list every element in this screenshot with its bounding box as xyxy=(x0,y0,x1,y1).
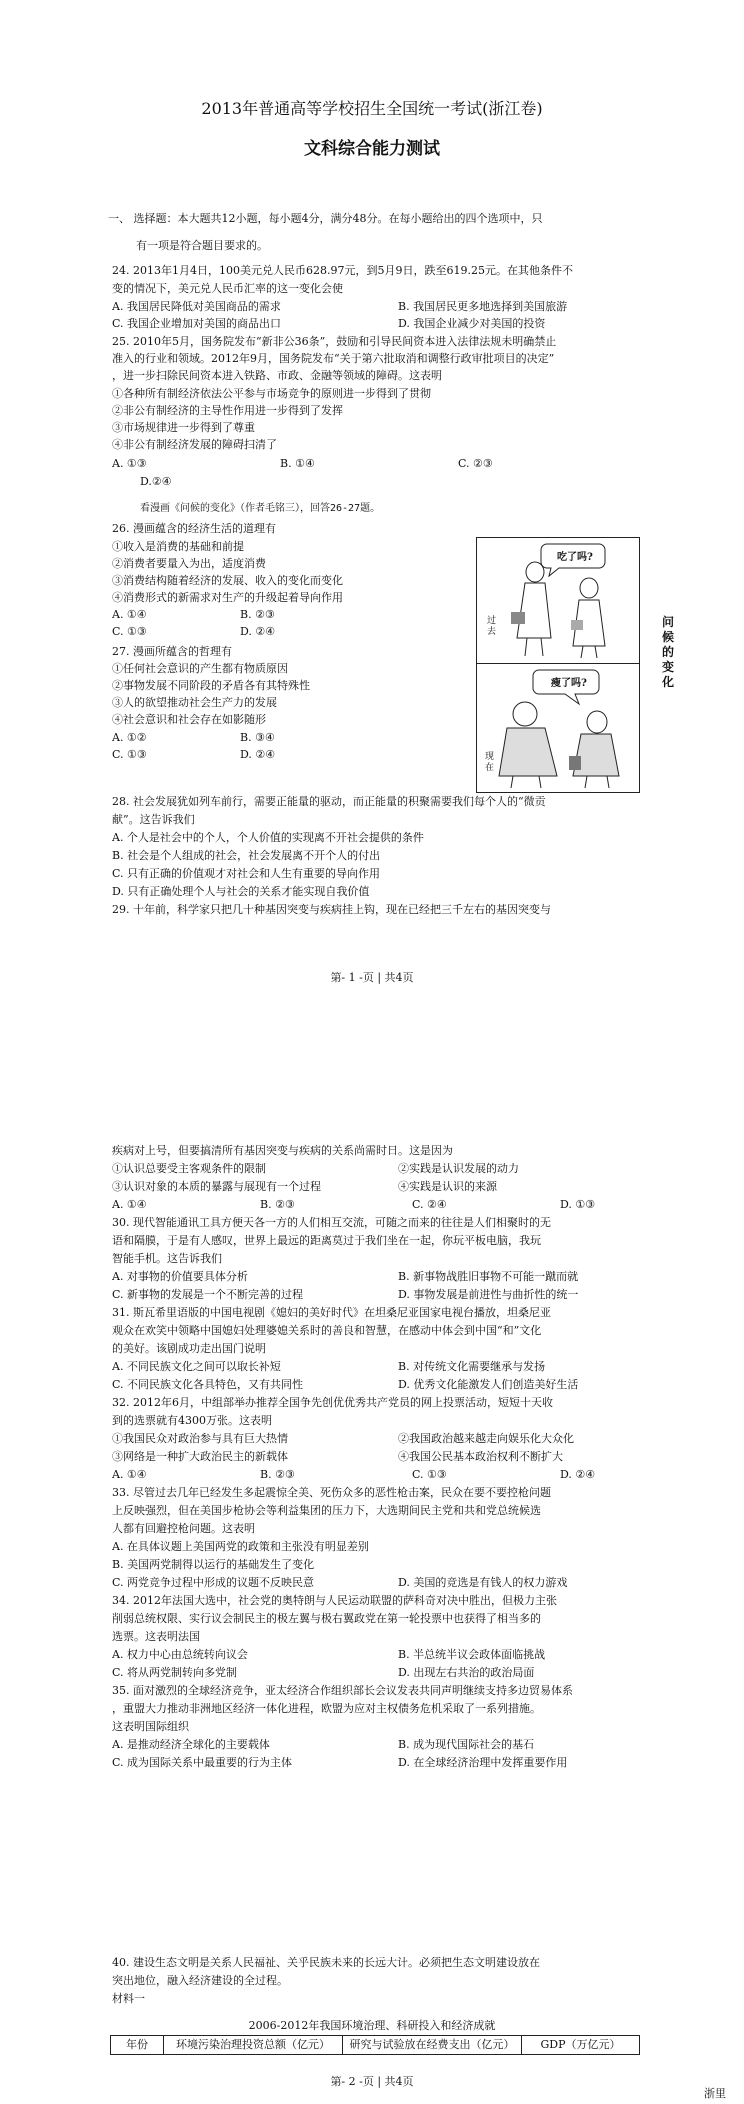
q33-stem-2: 上反映强烈，但在美国步枪协会等利益集团的压力下，大选期间民主党和共和党总统候选 xyxy=(112,1504,541,1517)
q24-stem-1: 24. 2013年1月4日，100美元兑人民币628.97元，到5月9日，跌至619.25元。在其他条件不 xyxy=(112,264,573,277)
q29-option-b: B. ②③ xyxy=(260,1198,295,1211)
q31-stem-1: 31. 斯瓦希里语版的中国电视剧《媳妇的美好时代》在坦桑尼亚国家电视台播放，坦桑尼亚 xyxy=(112,1306,551,1319)
q31-option-b: B. 对传统文化需要继承与发扬 xyxy=(398,1360,546,1373)
q32-option-c: C. ①③ xyxy=(412,1468,447,1481)
q29-statement-3: ③认识对象的本质的暴露与展现有一个过程 xyxy=(112,1180,321,1193)
speech-bubble-now: 瘦了吗? xyxy=(551,678,587,689)
q28-option-d: D. 只有正确处理个人与社会的关系才能实现自我价值 xyxy=(112,885,370,898)
watermark: 浙里 xyxy=(704,2087,726,2100)
q31-stem-3: 的美好。该剧成功走出国门说明 xyxy=(112,1342,266,1355)
q26-statement-2: ②消费者要量入为出，适度消费 xyxy=(112,557,266,570)
q27-statement-2: ②事物发展不同阶段的矛盾各有其特殊性 xyxy=(112,679,310,692)
table-header-cell: 环境污染治理投资总额（亿元） xyxy=(164,2036,343,2055)
q25-option-b: B. ①④ xyxy=(280,457,315,470)
q32-statement-4: ④我国公民基本政治权利不断扩大 xyxy=(398,1450,563,1463)
q27-option-a: A. ①② xyxy=(112,731,147,744)
q33-stem-3: 人都有回避控枪问题。这表明 xyxy=(112,1522,255,1535)
q34-option-c: C. 将从两党制转向多党制 xyxy=(112,1666,238,1679)
q29-option-a: A. ①④ xyxy=(112,1198,147,1211)
page-footer-2: 第- 2 -页 | 共4页 xyxy=(330,2075,414,2088)
q30-option-c: C. 新事物的发展是一个不断完善的过程 xyxy=(112,1288,304,1301)
q26-option-a: A. ①④ xyxy=(112,608,147,621)
q33-option-a: A. 在具体议题上美国两党的政策和主张没有明显差别 xyxy=(112,1540,369,1553)
q25-stem-1: 25. 2010年5月，国务院发布“新非公36条”，鼓励和引导民间资本进入法律法规未明确禁止 xyxy=(112,335,557,348)
instruction-line-1: 一、 选择题：本大题共12小题，每小题4分，满分48分。在每小题给出的四个选项中，只 xyxy=(108,212,543,225)
q29-stem-2: 疾病对上号，但要搞清所有基因突变与疾病的关系尚需时日。这是因为 xyxy=(112,1144,453,1157)
exam-title: 2013年普通高等学校招生全国统一考试(浙江卷) xyxy=(201,99,543,118)
q34-option-a: A. 权力中心由总统转向议会 xyxy=(112,1648,248,1661)
cartoon-side-title: 问候的变化 xyxy=(662,615,675,689)
table-header-row xyxy=(111,2036,640,2055)
cartoon-panel-now xyxy=(476,663,640,793)
q40-stem-1: 40. 建设生态文明是关系人民福祉、关乎民族未来的长远大计。必须把生态文明建设放在 xyxy=(112,1956,540,1969)
q33-option-b: B. 美国两党制得以运行的基础发生了变化 xyxy=(112,1558,315,1571)
q35-option-d: D. 在全球经济治理中发挥重要作用 xyxy=(398,1756,568,1769)
q27-option-c: C. ①③ xyxy=(112,748,147,761)
q27-statement-1: ①任何社会意识的产生都有物质原因 xyxy=(112,662,288,675)
page-footer-1: 第- 1 -页 | 共4页 xyxy=(330,971,414,984)
q26-stem: 26. 漫画蕴含的经济生活的道理有 xyxy=(112,522,276,535)
q34-stem-3: 选票。这表明法国 xyxy=(112,1630,200,1643)
q28-option-b: B. 社会是个人组成的社会，社会发展离不开个人的付出 xyxy=(112,849,381,862)
q27-stem: 27. 漫画所蕴含的哲理有 xyxy=(112,645,232,658)
table-header-cell: 年份 xyxy=(111,2036,164,2055)
q34-stem-2: 削弱总统权限、实行议会制民主的极左翼与极右翼政党在第一轮投票中也获得了相当多的 xyxy=(112,1612,541,1625)
q29-statement-1: ①认识总要受主客观条件的限制 xyxy=(112,1162,266,1175)
cartoon-intro: 看漫画《问候的变化》（作者毛铭三），回答26-27题。 xyxy=(140,503,381,514)
q32-statement-1: ①我国民众对政治参与具有巨大热情 xyxy=(112,1432,288,1445)
q32-option-d: D. ②④ xyxy=(560,1468,596,1481)
table-title: 2006-2012年我国环境治理、科研投入和经济成就 xyxy=(248,2019,496,2032)
exam-subtitle: 文科综合能力测试 xyxy=(304,139,440,159)
q33-option-d: D. 美国的竞选是有钱人的权力游戏 xyxy=(398,1576,568,1589)
q30-option-d: D. 事物发展是前进性与曲折性的统一 xyxy=(398,1288,579,1301)
data-table xyxy=(110,2035,640,2055)
q26-statement-3: ③消费结构随着经济的发展、收入的变化而变化 xyxy=(112,574,343,587)
q30-stem-2: 语和隔膜，于是有人感叹，世界上最远的距离莫过于我们坐在一起，你玩平板电脑，我玩 xyxy=(112,1234,541,1247)
q35-stem-1: 35. 面对激烈的全球经济竞争，亚太经济合作组织部长会议发表共同声明继续支持多边贸易体系 xyxy=(112,1684,573,1697)
cartoon-label-now: 现在 xyxy=(485,752,495,773)
q25-option-c: C. ②③ xyxy=(458,457,493,470)
q26-statement-4: ④消费形式的新需求对生产的升级起着导向作用 xyxy=(112,591,343,604)
table-header-cell: GDP（万亿元） xyxy=(522,2036,640,2055)
q27-option-b: B. ③④ xyxy=(240,731,275,744)
q25-statement-3: ③市场规律进一步得到了尊重 xyxy=(112,421,255,434)
q31-stem-2: 观众在欢笑中领略中国媳妇处理婆媳关系时的善良和智慧，在感动中体会到中国“和”文化 xyxy=(112,1324,542,1337)
q28-stem-1: 28. 社会发展犹如列车前行，需要正能量的驱动，而正能量的积聚需要我们每个人的“微贡 xyxy=(112,795,546,808)
q25-statement-4: ④非公有制经济发展的障碍扫清了 xyxy=(112,438,277,451)
q35-option-b: B. 成为现代国际社会的基石 xyxy=(398,1738,535,1751)
q33-option-c: C. 两党竞争过程中形成的议题不反映民意 xyxy=(112,1576,315,1589)
q25-option-a: A. ①③ xyxy=(112,457,147,470)
q27-statement-3: ③人的欲望推动社会生产力的发展 xyxy=(112,696,277,709)
q25-statement-1: ①各种所有制经济依法公平参与市场竞争的原则进一步得到了贯彻 xyxy=(112,387,431,400)
q28-stem-2: 献”。这告诉我们 xyxy=(112,813,195,826)
q25-option-d: D.②④ xyxy=(140,475,172,488)
q31-option-c: C. 不同民族文化各具特色，又有共同性 xyxy=(112,1378,304,1391)
q35-stem-2: ，重盟大力推动非洲地区经济一体化进程，欧盟为应对主权债务危机采取了一系列措施。 xyxy=(112,1702,541,1715)
q35-stem-3: 这表明国际组织 xyxy=(112,1720,189,1733)
q33-stem-1: 33. 尽管过去几年已经发生多起震惊全美、死伤众多的恶性枪击案，民众在要不要控枪问题 xyxy=(112,1486,551,1499)
q29-statement-4: ④实践是认识的来源 xyxy=(398,1180,497,1193)
q34-stem-1: 34. 2012年法国大选中，社会党的奥特朗与人民运动联盟的萨科奇对决中胜出，但极力主张 xyxy=(112,1594,557,1607)
q26-option-b: B. ②③ xyxy=(240,608,275,621)
q24-option-d: D. 我国企业减少对美国的投资 xyxy=(398,317,546,330)
q32-option-a: A. ①④ xyxy=(112,1468,147,1481)
cartoon-panel-past xyxy=(476,537,640,665)
q32-statement-2: ②我国政治越来越走向娱乐化大众化 xyxy=(398,1432,574,1445)
q29-option-c: C. ②④ xyxy=(412,1198,447,1211)
q35-option-a: A. 是推动经济全球化的主要载体 xyxy=(112,1738,270,1751)
q25-stem-3: ，进一步扫除民间资本进入铁路、市政、金融等领域的障碍。这表明 xyxy=(112,369,442,382)
q34-option-d: D. 出现左右共治的政治局面 xyxy=(398,1666,535,1679)
q32-stem-1: 32. 2012年6月，中组部举办推荐全国争先创优优秀共产党员的网上投票活动，短短十天收 xyxy=(112,1396,553,1409)
q32-stem-2: 到的选票就有4300万张。这表明 xyxy=(112,1414,272,1427)
instruction-line-2: 有一项是符合题目要求的。 xyxy=(136,239,268,252)
q30-option-a: A. 对事物的价值要具体分析 xyxy=(112,1270,248,1283)
q29-statement-2: ②实践是认识发展的动力 xyxy=(398,1162,519,1175)
q32-statement-3: ③网络是一种扩大政治民主的新载体 xyxy=(112,1450,288,1463)
q28-option-a: A. 个人是社会中的个人，个人价值的实现离不开社会提供的条件 xyxy=(112,831,424,844)
q29-option-d: D. ①③ xyxy=(560,1198,596,1211)
q28-option-c: C. 只有正确的价值观才对社会和人生有重要的导向作用 xyxy=(112,867,381,880)
q24-stem-2: 变的情况下，美元兑人民币汇率的这一变化会使 xyxy=(112,282,343,295)
cartoon-label-past: 过去 xyxy=(487,616,497,637)
q24-option-b: B. 我国居民更多地选择到美国旅游 xyxy=(398,300,568,313)
q27-statement-4: ④社会意识和社会存在如影随形 xyxy=(112,713,266,726)
q26-option-c: C. ①③ xyxy=(112,625,147,638)
q35-option-c: C. 成为国际关系中最重要的行为主体 xyxy=(112,1756,293,1769)
q31-option-a: A. 不同民族文化之间可以取长补短 xyxy=(112,1360,281,1373)
q30-stem-1: 30. 现代智能通讯工具方便天各一方的人们相互交流，可随之而来的往往是人们相聚时的无 xyxy=(112,1216,551,1229)
q27-option-d: D. ②④ xyxy=(240,748,276,761)
q24-option-c: C. 我国企业增加对美国的商品出口 xyxy=(112,317,282,330)
q30-option-b: B. 新事物战胜旧事物不可能一蹴而就 xyxy=(398,1270,579,1283)
q24-option-a: A. 我国居民降低对美国商品的需求 xyxy=(112,300,281,313)
q25-stem-2: 准入的行业和领域。2012年9月，国务院发布“关于第六批取消和调整行政审批项目的决定” xyxy=(112,352,555,365)
table-header-cell: 研究与试验放在经费支出（亿元） xyxy=(343,2036,522,2055)
q30-stem-3: 智能手机。这告诉我们 xyxy=(112,1252,222,1265)
q32-option-b: B. ②③ xyxy=(260,1468,295,1481)
q26-option-d: D. ②④ xyxy=(240,625,276,638)
q25-statement-2: ②非公有制经济的主导性作用进一步得到了发挥 xyxy=(112,404,343,417)
q26-statement-1: ①收入是消费的基础和前提 xyxy=(112,540,244,553)
q31-option-d: D. 优秀文化能激发人们创造美好生活 xyxy=(398,1378,579,1391)
q34-option-b: B. 半总统半议会政体面临挑战 xyxy=(398,1648,546,1661)
material-label: 材料一 xyxy=(112,1992,145,2005)
q40-stem-2: 突出地位，融入经济建设的全过程。 xyxy=(112,1974,288,1987)
speech-bubble-past: 吃了吗? xyxy=(557,552,593,563)
q29-stem-1: 29. 十年前，科学家只把几十种基因突变与疾病挂上钩，现在已经把三千左右的基因突变与 xyxy=(112,903,551,916)
